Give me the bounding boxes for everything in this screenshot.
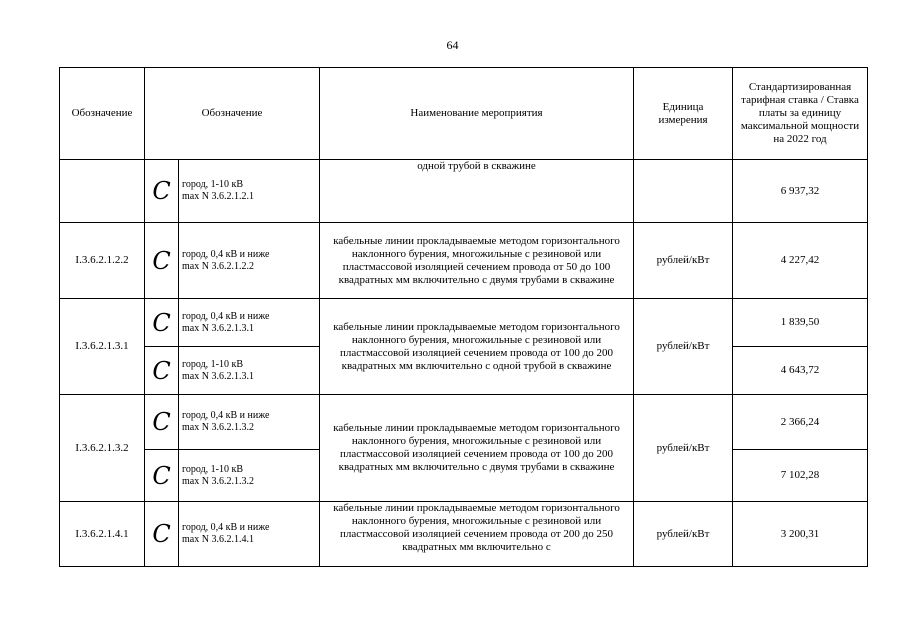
table-row xyxy=(60,502,868,567)
header-designation-2: Обозначение xyxy=(145,68,320,160)
c-symbol-icon: C xyxy=(145,450,179,502)
row-unit: рублей/кВт xyxy=(634,299,733,395)
c-symbol-icon: C xyxy=(145,223,179,299)
row-unit: рублей/кВт xyxy=(634,223,733,299)
header-designation-1: Обозначение xyxy=(60,68,145,160)
row-unit: рублей/кВт xyxy=(634,395,733,502)
tariff-table xyxy=(59,67,868,567)
row-rate: 6 937,32 xyxy=(733,160,868,223)
header-rate: Стандартизированная тарифная ставка / Ставка платы за единицу максимальной мощности на 2022 год xyxy=(733,68,868,160)
row-description: кабельные линии прокладываемые методом горизонтального наклонного бурения, многожильные с резиновой или пластмассовой изоляцией сечением провода от 100 до 200 квадратных мм включительно с двумя трубами в скважине xyxy=(320,395,634,502)
row-unit: рублей/кВт xyxy=(634,502,733,567)
row-description: кабельные линии прокладываемые методом горизонтального наклонного бурения, многожильные с резиновой или пластмассовой изоляцией сечением провода от 50 до 100 квадратных мм включительно с двумя трубами в скважине xyxy=(320,223,634,299)
row-rate: 7 102,28 xyxy=(733,450,868,502)
row-subtype: город, 1-10 кВ max N 3.6.2.1.2.1 xyxy=(179,160,320,223)
header-activity-name: Наименование мероприятия xyxy=(320,68,634,160)
row-unit xyxy=(634,160,733,223)
header-unit: Единица измерения xyxy=(634,68,733,160)
row-rate: 3 200,31 xyxy=(733,502,868,567)
c-symbol-icon: C xyxy=(145,502,179,567)
row-rate: 4 643,72 xyxy=(733,347,868,395)
row-code: I.3.6.2.1.4.1 xyxy=(60,502,145,567)
row-description: одной трубой в скважине xyxy=(320,160,634,223)
row-subtype: город, 1-10 кВ max N 3.6.2.1.3.2 xyxy=(179,450,320,502)
row-description: кабельные линии прокладываемые методом горизонтального наклонного бурения, многожильные с резиновой или пластмассовой изоляцией сечением провода от 100 до 200 квадратных мм включительно с одной трубой в скважине xyxy=(320,299,634,395)
table-row xyxy=(60,395,868,450)
page-number: 64 xyxy=(446,38,459,52)
c-symbol-icon: C xyxy=(145,395,179,450)
row-subtype: город, 0,4 кВ и ниже max N 3.6.2.1.3.2 xyxy=(179,395,320,450)
row-rate: 4 227,42 xyxy=(733,223,868,299)
row-rate: 1 839,50 xyxy=(733,299,868,347)
row-subtype: город, 1-10 кВ max N 3.6.2.1.3.1 xyxy=(179,347,320,395)
row-code: I.3.6.2.1.2.2 xyxy=(60,223,145,299)
row-code xyxy=(60,160,145,223)
row-code: I.3.6.2.1.3.2 xyxy=(60,395,145,502)
row-description: кабельные линии прокладываемые методом горизонтального наклонного бурения, многожильные с резиновой или пластмассовой изоляцией сечением провода от 200 до 250 квадратных мм включительно с xyxy=(320,502,634,567)
table-header-row xyxy=(60,68,868,160)
c-symbol-icon: C xyxy=(145,347,179,395)
row-subtype: город, 0,4 кВ и ниже max N 3.6.2.1.2.2 xyxy=(179,223,320,299)
table-row xyxy=(60,160,868,223)
row-rate: 2 366,24 xyxy=(733,395,868,450)
row-subtype: город, 0,4 кВ и ниже max N 3.6.2.1.3.1 xyxy=(179,299,320,347)
row-code: I.3.6.2.1.3.1 xyxy=(60,299,145,395)
row-subtype: город, 0,4 кВ и ниже max N 3.6.2.1.4.1 xyxy=(179,502,320,567)
c-symbol-icon: C xyxy=(145,299,179,347)
table-row xyxy=(60,223,868,299)
table-row xyxy=(60,299,868,347)
c-symbol-icon: C xyxy=(145,160,179,223)
